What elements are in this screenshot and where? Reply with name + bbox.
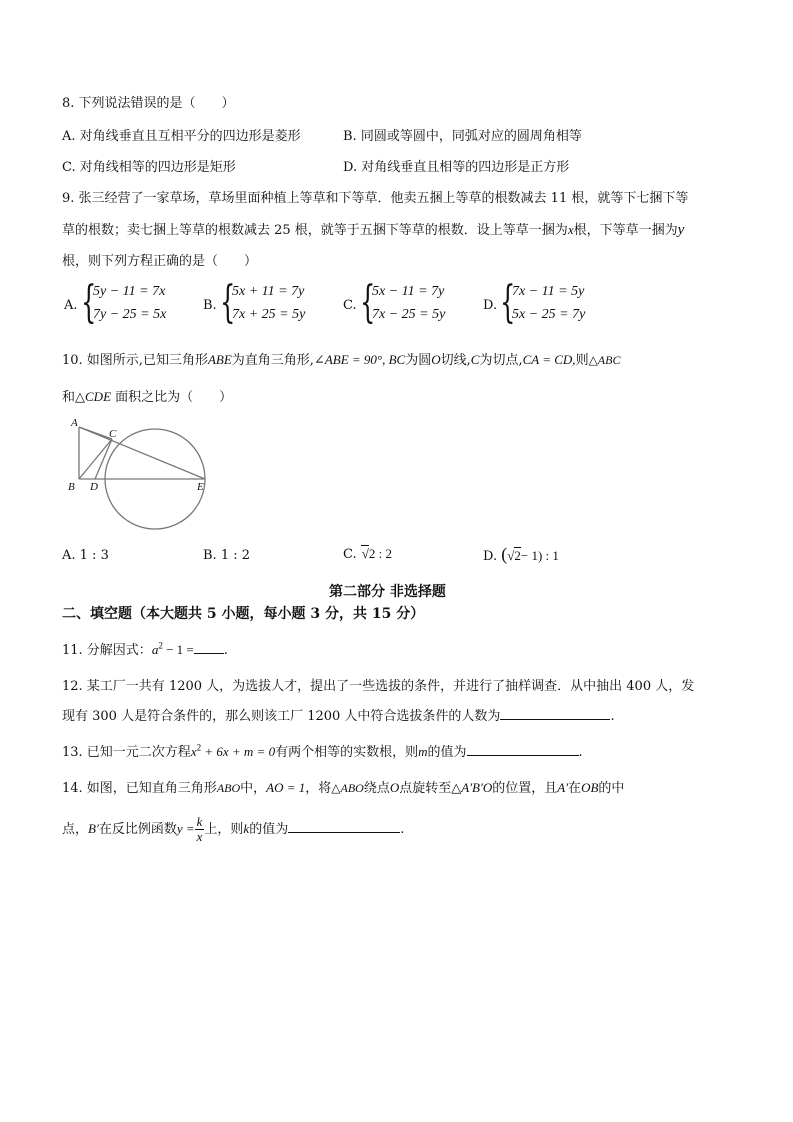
left-brace-icon: {	[220, 277, 236, 328]
q10-text-2b: 面积之比为（ ）	[111, 390, 233, 405]
q9-line2-text-b: 根，下等草一捆为	[573, 223, 678, 238]
q11-exp: 2	[158, 640, 163, 651]
label-e: E	[197, 481, 204, 493]
label-c: C	[109, 428, 117, 440]
segment-bc	[79, 439, 112, 479]
q14-text-1a: 14. 如图，已知直角三角形	[62, 781, 217, 796]
q10-text-1b: 为直角三角形,	[231, 353, 314, 368]
q14-text-2c: 上，则	[204, 822, 244, 837]
q14-period: .	[400, 822, 405, 837]
q14-tri-abo: △ABO	[331, 781, 364, 795]
q10-o: O	[431, 352, 441, 367]
q14-text-1f: 的位置，且	[492, 781, 558, 796]
q9-option-b-eq1: 5x + 11 = 7y	[232, 284, 305, 299]
q10-abe: ABE	[207, 352, 232, 367]
q9-line2-text-a: 草的根数；卖七捆上等草的根数减去 25 根，就等于五捆下等草的根数．设上等草一捆为	[62, 223, 568, 238]
q10-text-1c: 为圆	[405, 353, 432, 368]
q10-option-a: A. 1 : 3	[62, 548, 109, 563]
q14-var-k: k	[243, 821, 250, 836]
q11-var-a: a	[151, 642, 159, 657]
q11-period: .	[223, 643, 228, 658]
q14-text-1d: 绕点	[363, 781, 390, 796]
q9-line1: 9. 张三经营了一家草场，草场里面种植上等草和下等草．他卖五捆上等草的根数减去 11 根，就等下七捆下等	[62, 191, 689, 206]
q10-option-d-label: D.	[483, 549, 498, 564]
q12-period: .	[610, 709, 615, 724]
q13-var-x: x	[190, 744, 197, 759]
q9-var-x: x	[567, 222, 574, 237]
q9-option-c-eq1: 5x − 11 = 7y	[372, 284, 445, 299]
sqrt-icon: √	[507, 548, 515, 563]
open-paren-icon: (	[501, 544, 508, 564]
q9-line2	[62, 219, 684, 239]
q9-option-d	[483, 277, 613, 330]
q11-answer-blank[interactable]	[194, 641, 224, 654]
q9-option-d-eq1: 7x − 11 = 5y	[512, 284, 585, 299]
q9-option-b-eq2: 7x + 25 = 5y	[232, 307, 306, 322]
q14-frac-num: k	[196, 814, 203, 829]
q9-option-c	[343, 277, 473, 330]
q14-b-prime: B′	[88, 821, 99, 836]
q9-option-a-eq2: 7y − 25 = 5x	[93, 307, 167, 322]
q9-option-b-label: B.	[203, 298, 217, 313]
q10-cde: △CDE	[75, 389, 112, 404]
q11-expr-rest: − 1 =	[162, 642, 194, 657]
q11	[62, 639, 228, 658]
q14-line1	[62, 777, 624, 796]
q10-angle: ∠ABE = 90°, BC	[313, 352, 406, 367]
q14-tri-new: △A′B′O	[451, 780, 493, 795]
q14-text-1e: 点旋转至	[399, 781, 452, 796]
left-brace-icon: {	[81, 277, 97, 328]
q10-text-1e: 为切点,	[479, 353, 523, 368]
q10-option-d-radicand: 2	[514, 548, 521, 563]
q10-option-b: B. 1 : 2	[203, 548, 251, 563]
q10-text-1a: 10. 如图所示,已知三角形	[62, 353, 208, 368]
q10-line2	[62, 386, 232, 405]
q8-option-b: B. 同圆或等圆中，同弧对应的圆周角相等	[343, 129, 582, 144]
q13-answer-blank[interactable]	[467, 743, 579, 756]
q14-y-eq: y =	[176, 821, 195, 836]
q14-text-2d: 的值为	[249, 822, 289, 837]
q9-option-a	[64, 277, 194, 330]
q13-text-post: 的值为	[427, 745, 467, 760]
q9-option-d-label: D.	[483, 298, 498, 313]
q14-ob: OB	[581, 780, 599, 795]
q14-text-1b: 中，	[240, 781, 267, 796]
q13-exp: 2	[196, 742, 202, 753]
q12-answer-blank[interactable]	[500, 707, 610, 720]
q10-geometry-figure	[62, 413, 222, 533]
section-fill-blank-heading: 二、填空题（本大题共 5 小题，每小题 3 分，共 15 分）	[62, 606, 425, 622]
q9-option-a-label: A.	[64, 298, 78, 313]
q8-option-c: C. 对角线相等的四边形是矩形	[62, 160, 236, 175]
q12-line1: 12. 某工厂一共有 1200 人，为选拔人才，提出了一些选拔的条件，并进行了抽样调查．从中抽出 400 人，发	[62, 679, 695, 694]
left-brace-icon: {	[500, 277, 516, 328]
q10-text-1f: 则	[575, 353, 589, 368]
q10-option-c	[343, 546, 392, 562]
q10-text-1d: 切线,	[440, 353, 471, 368]
q12-text: 现有 300 人是符合条件的，那么则该工厂 1200 人中符合选拔条件的人数为	[62, 709, 501, 724]
q13-eq-rest: + 6x + m = 0	[201, 744, 276, 759]
q11-text: 11. 分解因式：	[62, 643, 152, 658]
q13	[62, 741, 583, 760]
q14-text-2a: 点，	[62, 822, 89, 837]
q10-c: C	[470, 352, 480, 367]
q9-var-y: y	[677, 222, 685, 238]
q9-option-b	[203, 277, 333, 330]
q10-line1	[62, 349, 620, 368]
segment-ac	[79, 427, 112, 439]
q14-ao: AO = 1	[266, 780, 306, 795]
q9-option-c-label: C.	[343, 298, 357, 313]
q14-answer-blank[interactable]	[288, 820, 400, 833]
q10-abc: △ABC	[588, 353, 621, 367]
q14-abo: ABO	[216, 781, 241, 795]
q8-option-d: D. 对角线垂直且相等的四边形是正方形	[343, 160, 570, 175]
q14-a-prime: A′	[557, 780, 569, 795]
q13-text-pre: 13. 已知一元二次方程	[62, 745, 191, 760]
q14-fraction	[195, 815, 205, 844]
left-brace-icon: {	[360, 277, 376, 328]
q14-text-2b: 在反比例函数	[98, 822, 177, 837]
q14-text-1c: ，将	[305, 781, 332, 796]
q10-option-c-value: 2 : 2	[368, 546, 393, 561]
q10-option-c-label: C.	[343, 547, 357, 562]
q9-line3: 根，则下列方程正确的是（ ）	[62, 254, 258, 269]
q10-cacd: CA = CD,	[522, 352, 576, 367]
q10-option-d	[483, 544, 559, 565]
part2-heading: 第二部分 非选择题	[329, 584, 446, 600]
q14-o: O	[389, 780, 400, 795]
q13-period: .	[578, 745, 583, 760]
q10-option-d-value: − 1) : 1	[520, 548, 559, 563]
label-b: B	[68, 481, 75, 493]
q8-stem: 8. 下列说法错误的是（ ）	[62, 96, 235, 111]
q9-option-c-eq2: 7x − 25 = 5y	[372, 307, 446, 322]
q14-line2	[62, 815, 404, 844]
q14-text-1h: 的中	[598, 781, 625, 796]
q10-text-2a: 和	[62, 390, 76, 405]
q14-frac-den: x	[196, 829, 203, 844]
q13-var-m: m	[418, 744, 428, 759]
label-a: A	[71, 417, 78, 429]
label-d: D	[90, 481, 98, 493]
q13-text-mid: 有两个相等的实数根，则	[275, 745, 419, 760]
sqrt-icon: √	[361, 546, 369, 561]
q8-option-a: A. 对角线垂直且互相平分的四边形是菱形	[62, 129, 301, 144]
q9-option-a-eq1: 5y − 11 = 7x	[93, 284, 166, 299]
q9-option-d-eq2: 5x − 25 = 7y	[512, 307, 586, 322]
q12-line2	[62, 705, 615, 724]
q14-text-1g: 在	[568, 781, 582, 796]
